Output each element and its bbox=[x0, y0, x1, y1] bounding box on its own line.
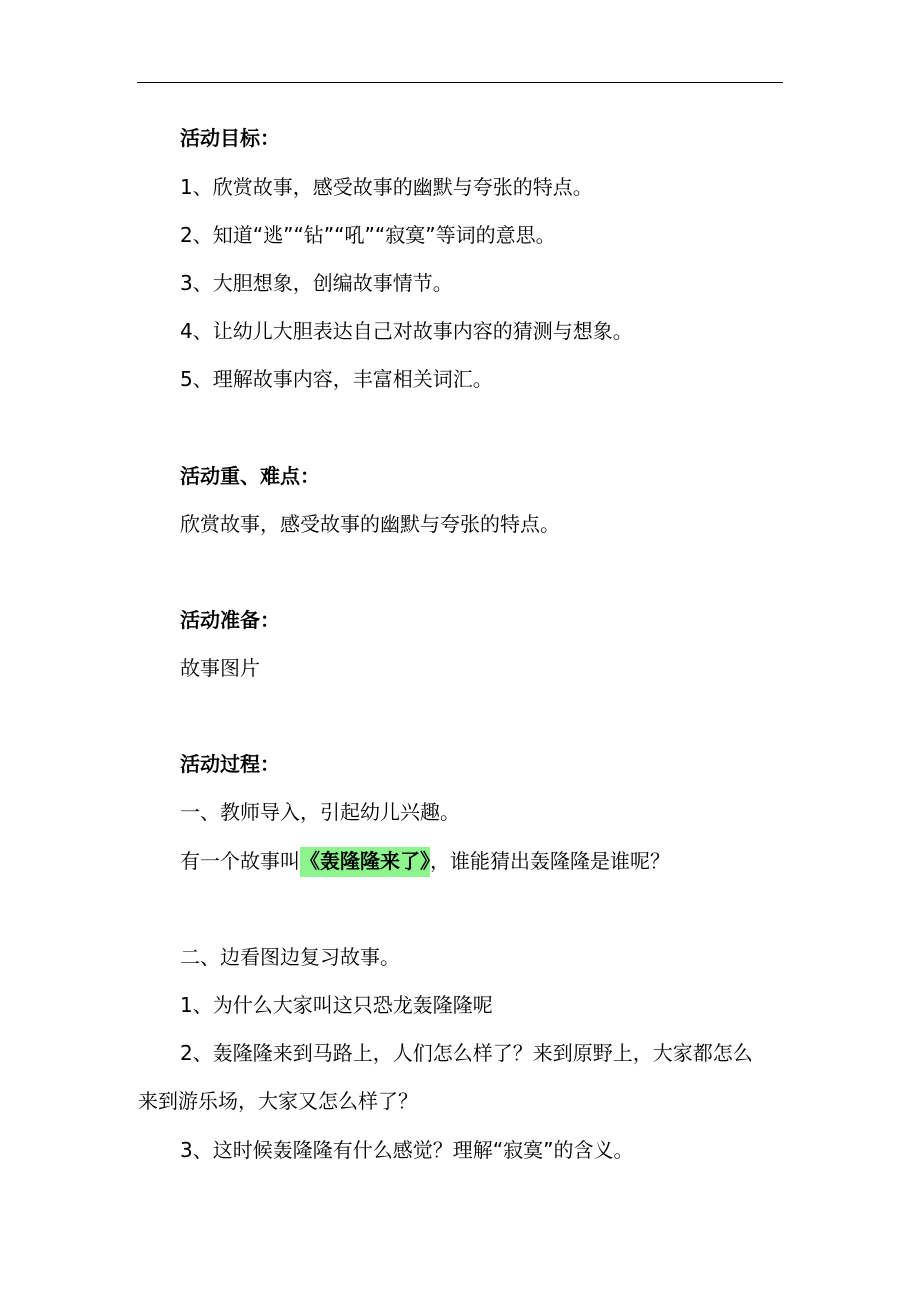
header-rule bbox=[137, 82, 783, 83]
process-step1-text bbox=[180, 847, 670, 875]
goal-item-5: 5、理解故事内容，丰富相关词汇。 bbox=[180, 367, 493, 391]
story-title-highlight: 《轰隆隆来了》 bbox=[300, 847, 430, 877]
key-points-text: 欣赏故事，感受故事的幽默与夸张的特点。 bbox=[180, 512, 560, 536]
goals-heading: 活动目标： bbox=[180, 126, 280, 150]
process-step1-title: 一、教师导入，引起幼儿兴趣。 bbox=[180, 800, 460, 824]
process-step2-title: 二、边看图边复习故事。 bbox=[180, 945, 400, 969]
process-step2-q2-line1: 2、轰隆隆来到马路上，人们怎么样了？来到原野上，大家都怎么 bbox=[180, 1041, 753, 1065]
goal-item-3: 3、大胆想象，创编故事情节。 bbox=[180, 271, 453, 295]
process-heading: 活动过程： bbox=[180, 752, 280, 776]
step1-prefix: 有一个故事叫 bbox=[180, 849, 300, 873]
step1-suffix: ，谁能猜出轰隆隆是谁呢？ bbox=[430, 849, 670, 873]
goal-item-1: 1、欣赏故事，感受故事的幽默与夸张的特点。 bbox=[180, 175, 593, 199]
preparation-heading: 活动准备： bbox=[180, 608, 280, 632]
goal-item-2: 2、知道“逃”“钻”“吼”“寂寞”等词的意思。 bbox=[180, 223, 556, 247]
process-step2-q2-line2: 来到游乐场，大家又怎么样了？ bbox=[138, 1089, 418, 1113]
process-step2-q1: 1、为什么大家叫这只恐龙轰隆隆呢 bbox=[180, 993, 493, 1017]
preparation-text: 故事图片 bbox=[180, 656, 260, 680]
process-step2-q3: 3、这时候轰隆隆有什么感觉？理解“寂寞”的含义。 bbox=[180, 1138, 634, 1162]
goal-item-4: 4、让幼儿大胆表达自己对故事内容的猜测与想象。 bbox=[180, 319, 633, 343]
key-points-heading: 活动重、难点： bbox=[180, 464, 320, 488]
